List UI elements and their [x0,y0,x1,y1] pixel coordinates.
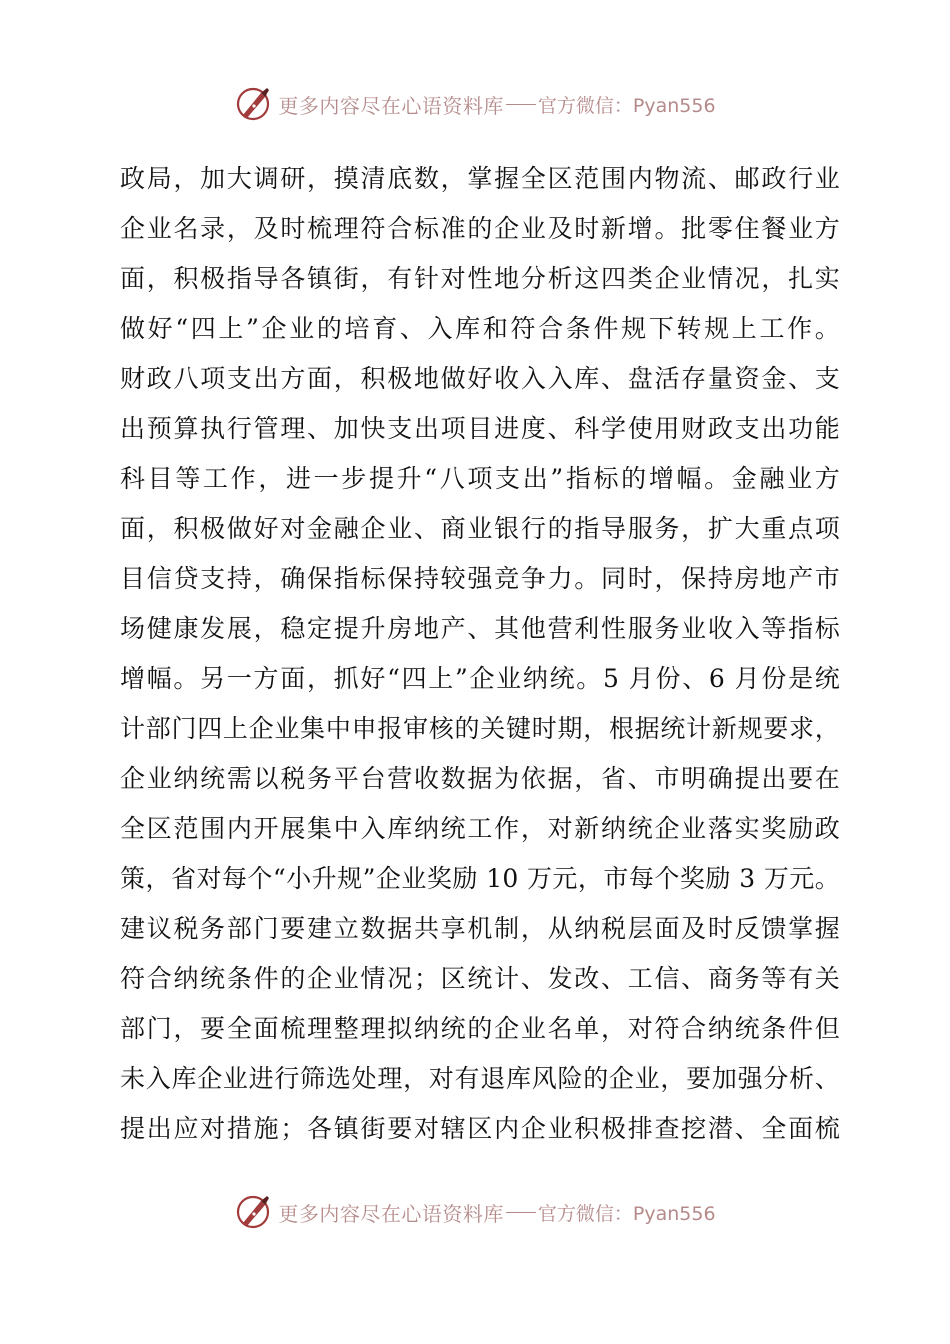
body-line: 财政八项支出方面，积极地做好收入入库、盘活存量资金、支 [120,364,840,393]
body-line: 面，积极指导各镇街，有针对性地分析这四类企业情况，扎实 [120,264,840,293]
body-line: 出预算执行管理、加快支出项目进度、科学使用财政支出功能 [120,414,840,443]
watermark-separator [506,104,536,105]
body-line: 策，省对每个“小升规”企业奖励 10 万元，市每个奖励 3 万元。 [120,864,840,893]
body-line: 全区范围内开展集中入库纳统工作，对新纳统企业落实奖励政 [120,814,840,843]
body-line: 场健康发展，稳定提升房地产、其他营利性服务业收入等指标 [120,614,840,643]
body-line: 建议税务部门要建立数据共享机制，从纳税层面及时反馈掌握 [120,914,840,943]
fountain-pen-logo-icon [234,84,274,124]
fountain-pen-logo-icon [234,1192,274,1232]
body-line: 做好“四上”企业的培育、入库和符合条件规下转规上工作。 [120,314,840,343]
body-line: 科目等工作，进一步提升“八项支出”指标的增幅。金融业方 [120,464,840,493]
document-body [120,154,840,1154]
body-line: 政局，加大调研，摸清底数，掌握全区范围内物流、邮政行业 [120,164,840,193]
watermark-main-text: 更多内容尽在心语资料库 [278,1201,504,1226]
body-line: 企业名录，及时梳理符合标准的企业及时新增。批零住餐业方 [120,214,840,243]
body-line: 未入库企业进行筛选处理，对有退库风险的企业，要加强分析、 [120,1064,840,1093]
body-line: 企业纳统需以税务平台营收数据为依据，省、市明确提出要在 [120,764,840,793]
body-line: 目信贷支持，确保指标保持较强竞争力。同时，保持房地产市 [120,564,840,593]
watermark-suffix-text: 官方微信：Pyan556 [537,94,716,117]
watermark-main-text: 更多内容尽在心语资料库 [278,93,504,118]
body-line: 面，积极做好对金融企业、商业银行的指导服务，扩大重点项 [120,514,840,543]
watermark-suffix-text: 官方微信：Pyan556 [537,1202,716,1225]
header-watermark [0,82,950,126]
body-line: 部门，要全面梳理整理拟纳统的企业名单，对符合纳统条件但 [120,1014,840,1043]
body-line: 增幅。另一方面，抓好“四上”企业纳统。5 月份、6 月份是统 [120,664,840,693]
watermark-separator [506,1212,536,1213]
body-line: 符合纳统条件的企业情况；区统计、发改、工信、商务等有关 [120,964,840,993]
body-line: 计部门四上企业集中申报审核的关键时期，根据统计新规要求， [120,714,840,743]
footer-watermark [0,1190,950,1234]
body-line: 提出应对措施；各镇街要对辖区内企业积极排查挖潜、全面梳 [120,1114,840,1143]
